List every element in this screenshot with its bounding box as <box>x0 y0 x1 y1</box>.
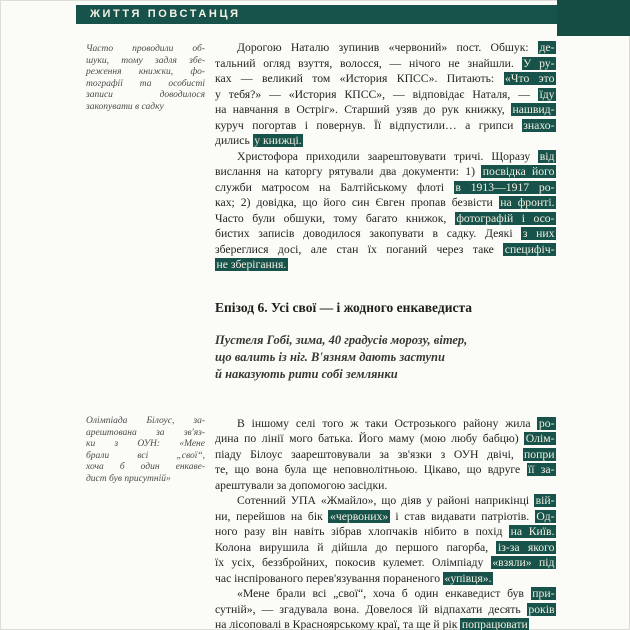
highlighted-text: «взяли» під <box>492 556 555 569</box>
text-line <box>86 67 205 79</box>
text-line <box>215 71 556 87</box>
highlighted-text: в 1913—1917 ро- <box>455 180 555 194</box>
highlighted-text: де- <box>539 41 555 54</box>
highlighted-text: від <box>539 149 555 163</box>
text-segment: і став видавати патріотів. <box>389 509 535 523</box>
highlighted-text: Олім- <box>525 432 555 445</box>
text-segment: піаду Білоус заарештовували за зв'язки з ОУН двічі, <box>215 447 523 461</box>
paragraph-natalia-checkpoint <box>215 40 556 149</box>
text-segment: закопувати в садку <box>86 101 164 112</box>
text-line <box>215 602 556 618</box>
text-line <box>215 586 556 602</box>
chapter-header-bar <box>76 5 557 24</box>
highlighted-text: нашвид- <box>512 103 555 116</box>
text-line <box>215 56 556 72</box>
highlighted-text: «червоних» <box>329 509 389 523</box>
text-line <box>215 40 556 56</box>
text-line <box>215 555 556 571</box>
text-line <box>215 447 556 463</box>
text-line <box>86 56 205 68</box>
text-line <box>215 617 556 630</box>
text-segment: дились <box>215 134 253 147</box>
text-segment: тографії та особисті <box>86 78 205 89</box>
highlighted-text: з них <box>522 227 555 240</box>
highlighted-text: «Что это <box>505 72 555 85</box>
text-segment: шуки, тому задля збе- <box>86 55 205 66</box>
text-segment: ного разу він навіть зібрав хлопчаків нібито в похід <box>215 525 510 538</box>
text-line <box>215 431 556 447</box>
text-segment: реження книжки, фо- <box>86 67 205 77</box>
text-line <box>215 133 556 149</box>
text-segment: арештована за зв'яз- <box>86 427 205 438</box>
text-segment: Дорогою Наталю зупинив «червоний» пост. Обшук: <box>237 41 538 54</box>
highlighted-text: її за- <box>528 463 555 476</box>
text-line <box>86 44 205 56</box>
text-segment: бистих записів доводилося закопувати в садку. Деякі <box>215 227 522 240</box>
text-line <box>86 451 205 463</box>
section-lede <box>215 332 556 383</box>
text-line <box>215 349 556 366</box>
text-line <box>215 149 556 165</box>
highlighted-text: вій- <box>535 494 555 507</box>
highlighted-text: попри <box>524 447 555 461</box>
margin-note-bilous-quote <box>86 416 205 485</box>
text-segment: ках; 2) довідка, що його син Євген пропав безвісти <box>215 196 499 209</box>
highlighted-text: попрацювати <box>461 618 528 630</box>
text-line <box>215 164 556 180</box>
text-segment: записи доводилося <box>86 90 205 100</box>
text-line <box>215 102 556 118</box>
highlighted-text: не зберігання. <box>216 258 287 271</box>
section-heading: Епізод 6. Усі свої — і жодного енкаведиста <box>215 299 473 315</box>
text-line <box>215 478 556 494</box>
text-line <box>215 493 556 509</box>
text-segment: те, що вона була ще неповнолітньою. Цікаво, що вдруге <box>215 463 527 476</box>
text-segment: вислання на каторгу рятували два документи: 1) <box>215 165 482 178</box>
text-line <box>215 509 556 525</box>
paragraph-bilous-family <box>215 416 556 494</box>
highlighted-text: «упівця». <box>444 571 492 585</box>
highlighted-text: на Київ. <box>510 525 555 538</box>
text-line <box>215 416 556 432</box>
highlighted-text: на фронті. <box>500 196 555 209</box>
text-segment: що валить із ніг. В'язням дають заступи <box>215 349 445 364</box>
text-line <box>215 257 556 273</box>
text-segment: дист був присутній» <box>86 473 171 484</box>
text-segment: Колона вирушила й дійшла до першого пагорба, <box>215 540 497 554</box>
highlighted-text: із-за якого <box>497 540 555 554</box>
text-line <box>215 332 556 349</box>
corner-tab-decoration <box>557 0 630 36</box>
text-line <box>215 87 556 103</box>
highlighted-text: їду <box>539 87 555 101</box>
text-segment: тальний огляд взуття, волосся, — нічого не знайшли. <box>215 56 522 70</box>
paragraph-khrystofor-arrests <box>215 149 556 273</box>
text-segment: час інспірованого перев'язування пораненого <box>215 571 443 585</box>
highlighted-text: при- <box>532 587 555 600</box>
text-line <box>215 180 556 196</box>
highlighted-text: Од- <box>536 509 555 523</box>
text-segment: збереглися досі, але стан їх поганий через таке <box>215 242 504 256</box>
text-line <box>215 462 556 478</box>
chapter-title: ЖИТТЯ ПОВСТАНЦЯ <box>90 8 241 20</box>
text-segment: дина по лінії мого батька. Його маму (мою любу бабцю) <box>215 432 525 445</box>
margin-note-obshuky <box>86 44 205 113</box>
text-segment: арештували за допомогою засідки. <box>215 478 388 492</box>
text-segment: Сотенний УПА «Жмайло», що діяв у районі наприкінці <box>237 494 535 507</box>
text-segment: й наказують рити собі землянки <box>215 366 398 381</box>
text-segment: на навчання в Остріг». Старший узяв до рук книжку, <box>215 103 511 116</box>
highlighted-text: специфіч- <box>504 242 555 256</box>
text-line <box>215 524 556 540</box>
text-line <box>215 211 556 227</box>
text-segment: куруч погортав і повернув. Її відпустили… а грипси <box>215 118 522 132</box>
main-text-column <box>215 40 556 630</box>
text-segment: Олімпіада Білоус, за- <box>86 416 205 426</box>
highlighted-text: знахо- <box>523 118 555 132</box>
text-line <box>86 416 205 428</box>
text-segment: на лісоповалі в Красноярському краї, та ще й рік <box>215 618 461 630</box>
text-segment: у тебя?» — «История КПСС», — відповідає Наталя, — <box>215 87 538 101</box>
paragraph-sotennyi-zhmailo <box>215 493 556 586</box>
text-segment: ни, перейшов на бік <box>215 509 329 523</box>
text-line <box>215 571 556 587</box>
text-line <box>215 242 556 258</box>
text-segment: Часто проводили об- <box>86 44 205 54</box>
text-segment: ки з ОУН: «Мене <box>86 439 205 449</box>
highlighted-text: У ру- <box>523 56 555 70</box>
text-line <box>215 366 556 383</box>
highlighted-text: років <box>528 602 555 616</box>
text-segment: Христофора приходили заарештовувати тричі. Щоразу <box>237 149 539 163</box>
text-line <box>86 428 205 440</box>
text-line <box>86 90 205 102</box>
text-segment: хоча б один енкаве- <box>86 462 205 472</box>
text-segment: служби матросом на Балтійському флоті <box>215 180 454 194</box>
highlighted-text: ро- <box>538 416 555 430</box>
text-segment: сутній», — згадувала вона. Довелося їй відпахати десять <box>215 602 527 616</box>
text-line <box>215 118 556 134</box>
highlighted-text: фотографій і осо- <box>456 211 555 225</box>
highlighted-text: посвідка його <box>482 165 555 178</box>
text-segment: «Мене брали всі „свої“, хоча б один енкаведист був <box>237 587 531 600</box>
text-line <box>86 462 205 474</box>
text-segment: Пустеля Гобі, зима, 40 градусів морозу, вітер, <box>215 332 468 347</box>
text-segment: брали всі „свої“, <box>86 450 205 461</box>
text-segment: Часто були обшуки, тому багато книжок, <box>215 211 455 225</box>
text-segment: ках — великий том «История КПСС». Питають: <box>215 72 504 85</box>
text-segment: їх усіх, беззбройних, покосив кулемет. Олімпіаду <box>215 556 491 569</box>
text-segment: В іншому селі того ж таки Острозького району жила <box>237 416 538 430</box>
text-line <box>215 195 556 211</box>
text-line <box>86 439 205 451</box>
text-line <box>215 540 556 556</box>
text-line <box>215 226 556 242</box>
text-line <box>86 79 205 91</box>
paragraph-bilous-memoir <box>215 586 556 630</box>
text-line <box>86 474 205 486</box>
highlighted-text: у книжці. <box>254 134 302 147</box>
text-line <box>86 102 205 114</box>
